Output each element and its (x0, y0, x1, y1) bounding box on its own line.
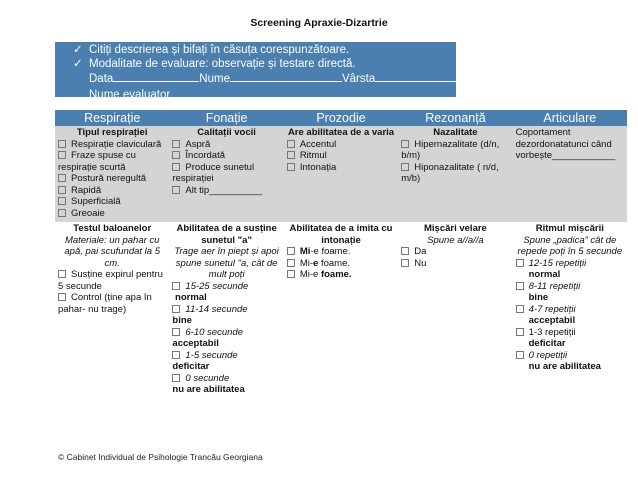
checkbox[interactable] (172, 282, 180, 290)
instruction-2: Modalitate de evaluare: observație și testare directă. (89, 57, 356, 70)
checkmark-icon: ✓ (73, 44, 83, 56)
col-prozodie: Prozodie (316, 111, 366, 125)
evaluator-field[interactable] (170, 87, 368, 98)
cell-rezonanta-1: Nazalitate Hipernazalitate (d/n, b/m) Hiponazalitate ( n/d, m/b) (401, 127, 500, 184)
checkbox[interactable] (58, 174, 66, 182)
col-rezonanta: Rezonanță (425, 111, 486, 125)
checkbox[interactable] (516, 351, 524, 359)
checkbox[interactable] (287, 270, 295, 278)
checkbox[interactable] (172, 328, 180, 336)
cell-fonatie-1: Calitații vocii Aspră Încordată Produce sunetul respirației Alt tip__________ (172, 127, 262, 196)
checkbox[interactable] (516, 328, 524, 336)
cell-articulare-2: Ritmul mișcării Spune „padica” cât de repede poți în 5 secunde 12-15 repetiții normal 8-11 repetiții bine 4-7 repetiții acceptabil 1-3 repetiții deficitar 0 repetiții nu are abilitatea (517, 223, 623, 372)
checkbox[interactable] (401, 247, 409, 255)
screening-table (55, 110, 627, 397)
data-label: Data (89, 73, 114, 85)
checkbox[interactable] (172, 186, 180, 194)
evaluator-label: Nume evaluator (89, 88, 171, 101)
cell-respiratie-2: Testul baloanelor Materiale: un pahar cu apă, pai scufundat la 5 cm. Susține expirul pentru 5 secunde Control (ține apa în pahar- nu trage) (58, 223, 163, 315)
instruction-1: Citiți descrierea și bifați în căsuța corespunzătoare. (89, 44, 350, 56)
checkbox[interactable] (58, 270, 66, 278)
checkbox[interactable] (172, 163, 180, 171)
cell-prozodie-1: Are abilitatea de a varia Accentul Ritmul Intonația (287, 127, 395, 173)
nume-label: Nume (199, 73, 230, 85)
checkbox[interactable] (516, 305, 524, 313)
col-articulare: Articulare (543, 111, 597, 125)
checkmark-icon: ✓ (73, 57, 83, 70)
checkbox[interactable] (172, 305, 180, 313)
checkbox[interactable] (287, 247, 295, 255)
cell-respiratie-1: Tipul respirației Respirație claviculară Fraze spuse cu respirație scurtă Postură neregultă Rapidă Superficială Greoaie (58, 127, 162, 219)
footer-copyright: © Cabinet Individual de Psihologie Trancău Georgiana (58, 452, 263, 462)
checkbox[interactable] (172, 351, 180, 359)
checkbox[interactable] (58, 151, 66, 159)
varsta-field[interactable] (375, 71, 465, 82)
data-field[interactable] (113, 71, 199, 82)
varsta-label: Vârsta (341, 73, 376, 85)
cell-prozodie-2: Abilitatea de a imita cu intonație Mi-e foame. Mi-e foame. Mi-e foame. (284, 222, 398, 397)
checkbox[interactable] (172, 151, 180, 159)
checkbox[interactable] (401, 259, 409, 267)
instructions-box (55, 42, 456, 101)
checkbox[interactable] (58, 140, 66, 148)
col-respiratie: Respirație (84, 111, 141, 125)
checkbox[interactable] (516, 282, 524, 290)
checkbox[interactable] (516, 259, 524, 267)
table-row-1 (55, 126, 627, 222)
table-row-2 (55, 222, 627, 397)
cell-fonatie-2: Abilitatea de a susține sunetul "a" Trage aer în piept și apoi spune sunetul "a, cât de mult poți 15-25 secunde normal 11-14 secunde bine 6-10 secunde acceptabil 1-5 secunde deficitar 0 secunde nu are abilitatea (172, 223, 279, 395)
checkbox[interactable] (287, 163, 295, 171)
table-header (55, 110, 627, 126)
checkbox[interactable] (401, 140, 409, 148)
nume-field[interactable] (230, 71, 342, 82)
checkbox[interactable] (58, 209, 66, 217)
checkbox[interactable] (287, 259, 295, 267)
checkbox[interactable] (401, 163, 409, 171)
checkbox[interactable] (172, 140, 180, 148)
checkbox[interactable] (287, 151, 295, 159)
checkbox[interactable] (58, 186, 66, 194)
checkbox[interactable] (58, 197, 66, 205)
checkbox[interactable] (172, 374, 180, 382)
col-fonatie: Fonație (205, 111, 248, 125)
page-title: Screening Apraxie-Dizartrie (250, 17, 388, 29)
cell-articulare-1: Coportament dezordonatatunci când vorbește____________ (515, 127, 616, 161)
checkbox[interactable] (58, 293, 66, 301)
cell-rezonanta-2: Mișcări velare Spune a//a//a Da Nu (398, 222, 512, 397)
checkbox[interactable] (287, 140, 295, 148)
